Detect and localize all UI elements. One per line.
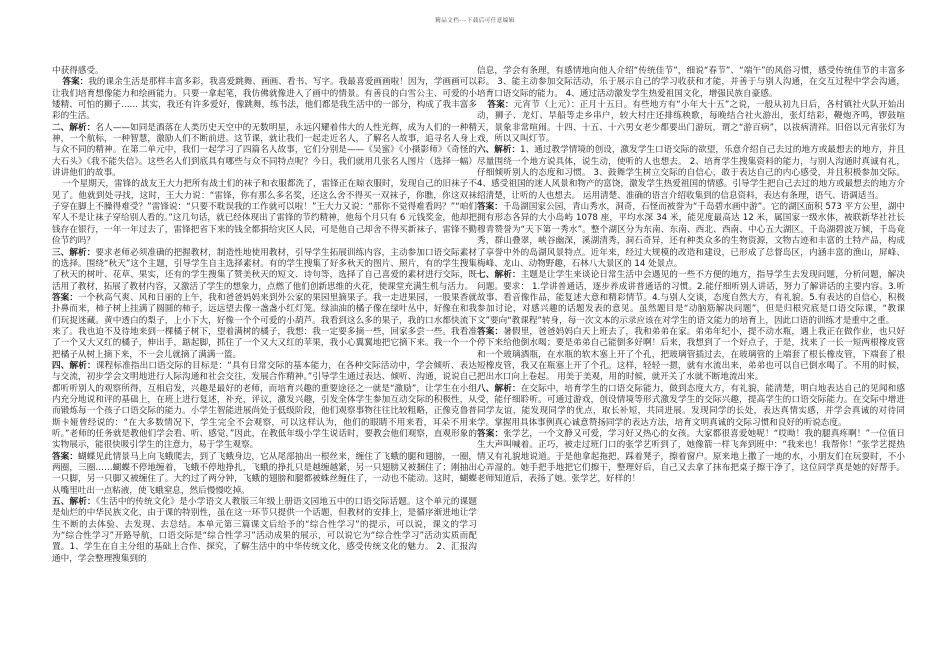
section-label: 八、解析： xyxy=(477,383,521,394)
paragraph xyxy=(52,248,477,293)
paragraph xyxy=(477,429,905,486)
left-column xyxy=(52,66,477,565)
paragraph xyxy=(477,327,905,384)
paragraph-text: 要求老师必须准确的把握教材，制造性地使用教材，引导学生拓展训练内容，主动参加口语交际素材的选择。围绕“秋天”这个主题，引导学生自主选择素材。有的学生搜集了好多秋天的图片、照片，有的学生搜集了秋天的树叶、花草、果实，还有的学生搜集了赞美秋天的短文、诗句等，选择了自己喜爱的素材进行交际，既活用了教材，拓展了教材内容，又激活了学生的想象力，点燃了他们创新思维的火花，使课堂充满生机与活力。 xyxy=(52,247,477,292)
paragraph-text: 课程标准指出口语交际的目标是：“具有日常交际的基本能力，在各种交际活动中，学会倾听、表达与交流，初步学会文明地进行人际沟通和社会交往，发展合作精神。”引导学生通过表达、倾听、沟通，说说自己都听听别人的观察所得，互相启发，兴趣是最好的老师，而培育兴趣的重要途径之一就是“激励”，让学生在小组内充分地说和评的基础上，在班上进行复述，补充，评议，激发兴趣，引发全体学生参加互动交际的积极性，从而锻炼每一个孩子口语交际的能力。小学生智能进展尚处于低级阶段，他们观察事物往往比较粗略，正像克鲁普斯卡娅曾经说的：“在大多数情况下，学生完全不会观察，可以这样认为，他们的眼睛不用来看，耳朵不用来听。”老师的任务就是教他们学会看、听、感觉，”因此，在教低年级小学生说话时，要教会他们观察，直观形象的实物展示，能很快吸引学生的注意力，易于学生观察。 xyxy=(52,360,477,451)
paragraph-text: 一个秋高气爽、风和日丽的上午，我和爸爸妈妈来到外公家的果园里摘果子。我一走进果园，一股果香就扑鼻而来，柿子树上挂满了圆圆的柿子，远远望去像一盏盏小红灯笼。绿油油的橘子像在绿叶丛中，好像在和我们玩捉迷藏。黄中透白的梨子，上小下大，好像一个个可爱的小葫芦。我看到这么多的果子，我的口水都快流下来了。我也迫不及待地来到一棵橘子树下，望着满树的橘子，我想：我一定要多摘一些，回家多尝一些。我看准了一个又大又红的橘子，伸出手，踮起脚，抓住了一个又大又红的苹果，我小心翼翼地把它摘下来。我一个一个把橘子从树上摘下来，不一会儿就摘了满满一篮。 xyxy=(52,292,477,360)
paragraph xyxy=(52,179,477,247)
paragraph-text: 1、通过教学情境的创设，激发学生口语交际的欲望，乐意介绍自己去过的地方或最想去的地方，并且尽量围绕一个地方说具体，说生动，使听的人也想去。 2、培育学生搜集资料的能力，与别人沟通时真诚有礼，仔细倾听别人的态度和习惯。 3、鼓舞学生树立交际的自信心，敢于表达自己的内心感受，并且积极参加交际。 4、感受祖国的迷人风景和物产的富饶，激发学生热爱祖国的情感。引导学生把自己去过的地方或最想去的地方介绍清楚，让听的人也想去。 运用清楚、准确的语言介绍收集到的信息资料，表达有条理，语气、语调适当。 xyxy=(477,145,905,201)
paragraph-text: 千岛湖国家公园，青山秀水，洞奇，石怪而被誉为“千岛碧水画中游”。它的湖区面积 573 平方公里，湖中拥有形态各异的大小岛屿 1078 座，平均水深 34 米，能见度最高达 12 米，属国家一级水体，被联新华社社长穆青赞誉为“天下第一秀水”。整个湖区分为东南、东南、西北、西南、中心五大湖区。千岛湖碧波万倾，千岛竟秀，群山叠翠，峡谷幽深，溪湖清秀，洞石奇异，还有种类众多的生物资源，文物古迹和丰富的土特产品，构成了享誉中外的岛湖风景特点。近年来，经过大规模的改造和建设，已形成了总督岛区，内涵丰富的渔山，屏峰、梅峰、龙山、动物野趣，石林八大景区的 14 处景点。 xyxy=(477,202,905,269)
section-label: 答案： xyxy=(52,292,79,303)
paragraph-text: 我的课余生活是那样丰富多彩，我喜爱跳舞、画画、看书、写字。我最喜爱画画啦！因为，学画画可以让我们培育想像能力和绘画能力。只要一拿起笔，我仿佛就像进入了画中的情景。有善良的白雪公主、可爱的小矮精、可怕的狮子…… 其实，我还有许多爱好，像跳舞，练书法，他们都是我生活中的一部分，构成了我丰富多彩的生活。 xyxy=(52,77,477,122)
section-label: 四、解析： xyxy=(52,360,96,371)
section-label: 答案： xyxy=(52,451,79,462)
paragraph-text: 主题是让学生来谈论日常生活中会遇见的一些不方便的地方，指导学生去发现问题，分析问题，解决问题。要求： 1.学讲普通话，逐步养成讲普通话的习惯。2.能仔细听别人讲话，努力了解讲话的主要内容。3.听故事、看音像作品，能复述大意和精彩情节。4.与别人交谈，态度自然大方，有礼貌。5.有表达的自信心，积极参加讨论，对感兴趣的话题发表的意见。虽然题目是“动脑筋解决问题”，但是归根究底是口语交际课，“教课文”要向“教课程”转身，每一次文本的示录应该在对学生的语文能力的培育上，因此口语的训练才是重中之重。 xyxy=(477,270,905,326)
paragraph-text: 信息，学会有条理，有感情地向他人介绍“传统佳节”，细说“春节”、“端午”的风俗习惯，感受传统佳节的丰富多彩。 3、能主动参加交际活动，乐于展示自己的学习收获和才能，并善于与别人沟通，在交互过程中学会沟通，培育口语交际的能力。 4、通过活动激发学生热爱祖国文化，增强民族自豪感。 xyxy=(477,66,905,99)
section-label: 六、解析： xyxy=(477,145,521,156)
section-label: 答案： xyxy=(62,77,89,88)
paragraph-text: 蝴蝶见此情景马上向飞蛾爬去，到了飞蛾身边，它从尾部抽出一根丝来，缠住了飞蛾的腿和翅膀，一圈，两圈，三圈……蝴蝶不停地缠着，飞蛾不停地挣扎，飞蛾的挣扎只是越缠越紧，另一只翅膀又被捆住了；刚抽出一只脚，另一只脚又被缠住了。大约过了两分钟，飞蛾的翅膀和腿都被蛛丝缠住了，一动也不能动。这时，蝴蝶从嘴里吐出一点粘液，使飞蛾窒息，然后慢慢吃掉。 xyxy=(52,451,477,496)
section-label: 答案： xyxy=(477,429,504,439)
section-label: 答案： xyxy=(477,326,504,337)
paragraph xyxy=(477,202,905,270)
right-column xyxy=(477,66,905,486)
page-header: 精品文档---下载后可任意编辑 xyxy=(435,18,515,24)
paragraph-text: 《生活中的传统文化》是小学语文人教版三年级上册语文园地五中的口语交际话题。这个单元的课题是灿烂的中华民族文化，由于课的特别性，虽在这一环节只提供一个话题，但教材的安排上，是循序渐进地让学生不断的去体验、去发现、去总结。本单元第三篇课文后给予的“综合性学习”的提示，可以说，课文的学习为“综合性学习”开路导航，口语交际是“综合性学习”活动成果的展示，可以说它为“综合性学习”活动实质而配置。1、学生在自主分组的基础上合作、探究，了解生活中的中华传统文化，感受传统文化的魅力。 2、汇报沟通中，学会整理搜集到的 xyxy=(52,497,477,564)
paragraph-text: 在交际中，培育学生的口语交际能力，做到态度大方，有礼貌，能清楚，明白地表达自己的见闻和感受，能仔细聆听。可通过游戏，创设情境等形式激发学生的交际兴趣，提高学生的口语交际能力。在交际中增进同学友谊，能发现同学的优点，取长补短，共同进展。发现同学的长处，表达真情实感，并学会真诚的对待同学。掌握用具体事例真心诚意赞扬同学的表达方法，培育文明真诚的交际习惯和良好的听说态度。 xyxy=(477,383,905,428)
section-label: 答案： xyxy=(477,202,503,213)
paragraph xyxy=(52,293,477,361)
paragraph xyxy=(52,452,477,497)
paragraph xyxy=(52,361,477,452)
paragraph xyxy=(477,66,905,100)
section-label: 三、解析： xyxy=(52,247,96,258)
paragraph xyxy=(52,123,477,180)
paragraph xyxy=(477,384,905,429)
section-label: 二、解析： xyxy=(52,122,96,133)
section-label: 答案： xyxy=(487,100,514,111)
paragraph-text: 中获得感受。 xyxy=(52,66,104,76)
section-label: 五、解析： xyxy=(52,497,96,508)
paragraph-text: 张学艺，一个文静又可爱，学习好又热心的女孩。大家都很喜爱她呢！“哎呦！我的腿真疼啊！”一位值日生大声叫喊着。正巧，被走过班门口的张学艺听到了，她像箭一样飞奔到班中：“我来也！我帮你！”张学艺提热情又有礼貌地说道。于是他拿起拖把，踩着凳子，擦着窗户。原来地上撒了一地的水，小朋友们在玩耍时，不小心弄湿的。她手把手地把它们擦干，整理好后，自己又去拿了抹布把桌子擦干净了，这位同学真是她的好帮手。老师知道后，表扬了她。张学艺，好样的！ xyxy=(477,429,905,485)
paragraph xyxy=(52,66,477,77)
paragraph-text: 名人——如同是酒落在人类历史天空中的无数明星，永远闪耀着伟大的人性光辉，成为人们的一种精神，一个航标，一种智慧，激励人们不断前进。这节课，就让我们一起走近名人，了解名人故事，追寻名人身上与众不同的精神。在第二单元中，我们一起学习了四篇名人故事，它们分别是——《吴蜜》《小摄影师》《奇怪的大石头》《我不能失信》。这些名人们到底具有哪些与众不同特点呢？今日，我们就用几张名人图片（选择一幅）讲讲他们的故事。 xyxy=(52,122,477,179)
paragraph xyxy=(477,100,905,145)
section-label: 七、解析： xyxy=(477,270,521,281)
paragraph-text: 暑假里，爸爸妈妈白天上班去了，我和弟弟在家。弟弟年纪小，提不动水瓶，遇上我正在做作业，也只好停下来给他倒水喝；要是弟弟自己能倒多好啊！后来，我想到了一个好点子，于是，找来了一长一短两根橡皮管和一个玻璃酒瓶，在水瓶的软木塞上开了个孔，把玻璃管插过去，在玻璃管的上端套了根长橡皮管，下端套了根短橡皮管，我又在瓶塞上开了个孔。这样，轻轻一摁，就有水流出来，弟弟也可以自已倒水喝了。不用的时候，把出水口向上卷起。 用美于美观，用的时候，就开关了水就不断地流出来。 xyxy=(477,326,905,383)
paragraph-text: 元宵节（上元）：正月十五日。有些地方有“小年大十五”之说，一般从初九日后，各村镇社火队开始出动，狮子、龙灯、旱船等走乡串户，较大村庄还排练秧歌，每晚结合社火游出，张灯结彩，鞭炮齐鸣，锣鼓喧天，景象非常喧闹。十四、十五、十六男女老少都要出门游玩，谓之“游百病”，以祓病清祥。旧俗以元宵张灯为戏，所以又叫灯节。 xyxy=(477,100,905,145)
paragraph xyxy=(52,77,477,122)
paragraph xyxy=(52,497,477,565)
paragraph xyxy=(477,270,905,327)
paragraph xyxy=(477,145,905,202)
paragraph-text: 一个星期天，雷锋的战友王大力把所有战士们的袜子和衣服都洗了，雷锋正在晾衣服时，发现自己的旧袜子不见了。他就到处寻找，这时，王大力说：“雷锋，你有那么多名奖，还这么舍不得买一双袜子，你瞧，你这双袜子穿在脚上不臊得难受？”雷锋说：“只要不耽误我的工作就可以啦！”王大力又说：“那你不觉得难看吗？”“咱们军人不是让袜子穿给别人看的。”这几句话，就已经体现出了雷锋的节约精神，他每个月只有 6 元钱奖金，他却把钱存在银行，一年一年过去了，雷锋把省下来的钱全都捐给灾区人民，可是他自己却舍不得买新袜子，雷锋不勤俭节约吗？ xyxy=(52,179,477,247)
